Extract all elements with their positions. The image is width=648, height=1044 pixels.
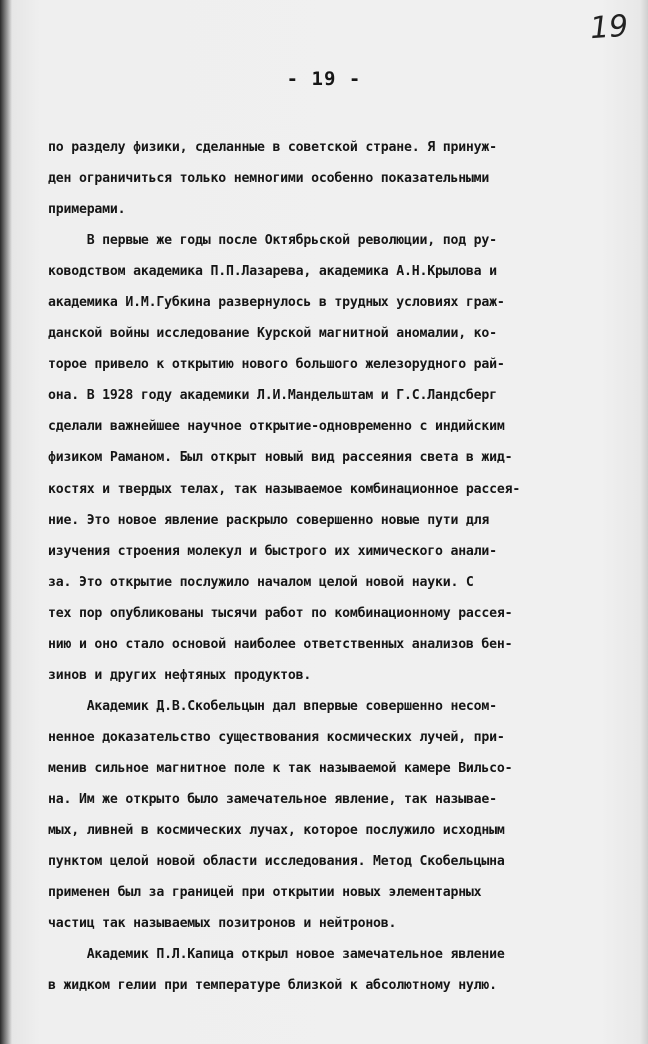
text-line: ние. Это новое явление раскрыло совершенно новые пути для — [48, 512, 490, 528]
text-line: данской войны исследование Курской магнитной аномалии, ко- — [48, 326, 497, 342]
text-line: академика И.М.Губкина развернулось в трудных условиях граж- — [48, 295, 505, 311]
page-number: - 19 - — [286, 68, 362, 90]
text-line: ден ограничиться только немногими особенно показательными — [48, 171, 490, 187]
text-line: нию и оно стало основой наиболее ответственных анализов бен- — [48, 636, 513, 652]
text-line: частиц так называемых позитронов и нейтронов. — [48, 916, 397, 932]
text-line: за. Это открытие послужило началом целой новой науки. С — [48, 574, 474, 590]
text-line: мых, ливней в космических лучах, которое послужило исходным — [48, 823, 505, 839]
text-line: менив сильное магнитное поле к так называемой камере Вильсо- — [48, 760, 513, 776]
body-text — [48, 132, 623, 1001]
text-line: по разделу физики, сделанные в советской стране. Я принуж- — [48, 140, 497, 155]
text-line: торое привело к открытию нового большого железорудного рай- — [48, 357, 505, 373]
text-line: изучения строения молекул и быстрого их химического анали- — [48, 543, 497, 559]
text-line: на. Им же открыто было замечательное явление, так называе- — [48, 791, 497, 807]
text-line: тех пор опубликованы тысячи работ по комбинационному рассея- — [48, 605, 513, 621]
text-line: физиком Раманом. Был открыт новый вид рассеяния света в жид- — [48, 450, 513, 466]
text-line: пунктом целой новой области исследования. Метод Скобельцына — [48, 854, 505, 870]
text-line: В первые же годы после Октябрьской революции, под ру- — [48, 233, 497, 249]
text-line: ководством академика П.П.Лазарева, академика А.Н.Крылова и — [48, 264, 497, 280]
text-line: сделали важнейшее научное открытие-одновременно с индийским — [48, 419, 505, 435]
handwritten-page-number: 19 — [588, 8, 630, 47]
text-line: Академик Д.В.Скобельцын дал впервые совершенно несом- — [48, 698, 497, 714]
text-line: в жидком гелии при температуре близкой к абсолютному нулю. — [48, 978, 497, 994]
text-line: зинов и других нефтяных продуктов. — [48, 667, 312, 683]
text-line: ненное доказательство существования космических лучей, при- — [48, 729, 505, 745]
text-line: костях и твердых телах, так называемое комбинационное рассея- — [48, 481, 521, 497]
text-line: применен был за границей при открытии новых элементарных — [48, 885, 482, 901]
text-line: примерами. — [48, 202, 126, 218]
text-line: Академик П.Л.Капица открыл новое замечательное явление — [48, 947, 505, 963]
text-line: она. В 1928 году академики Л.И.Мандельштам и Г.С.Ландсберг — [48, 388, 497, 404]
